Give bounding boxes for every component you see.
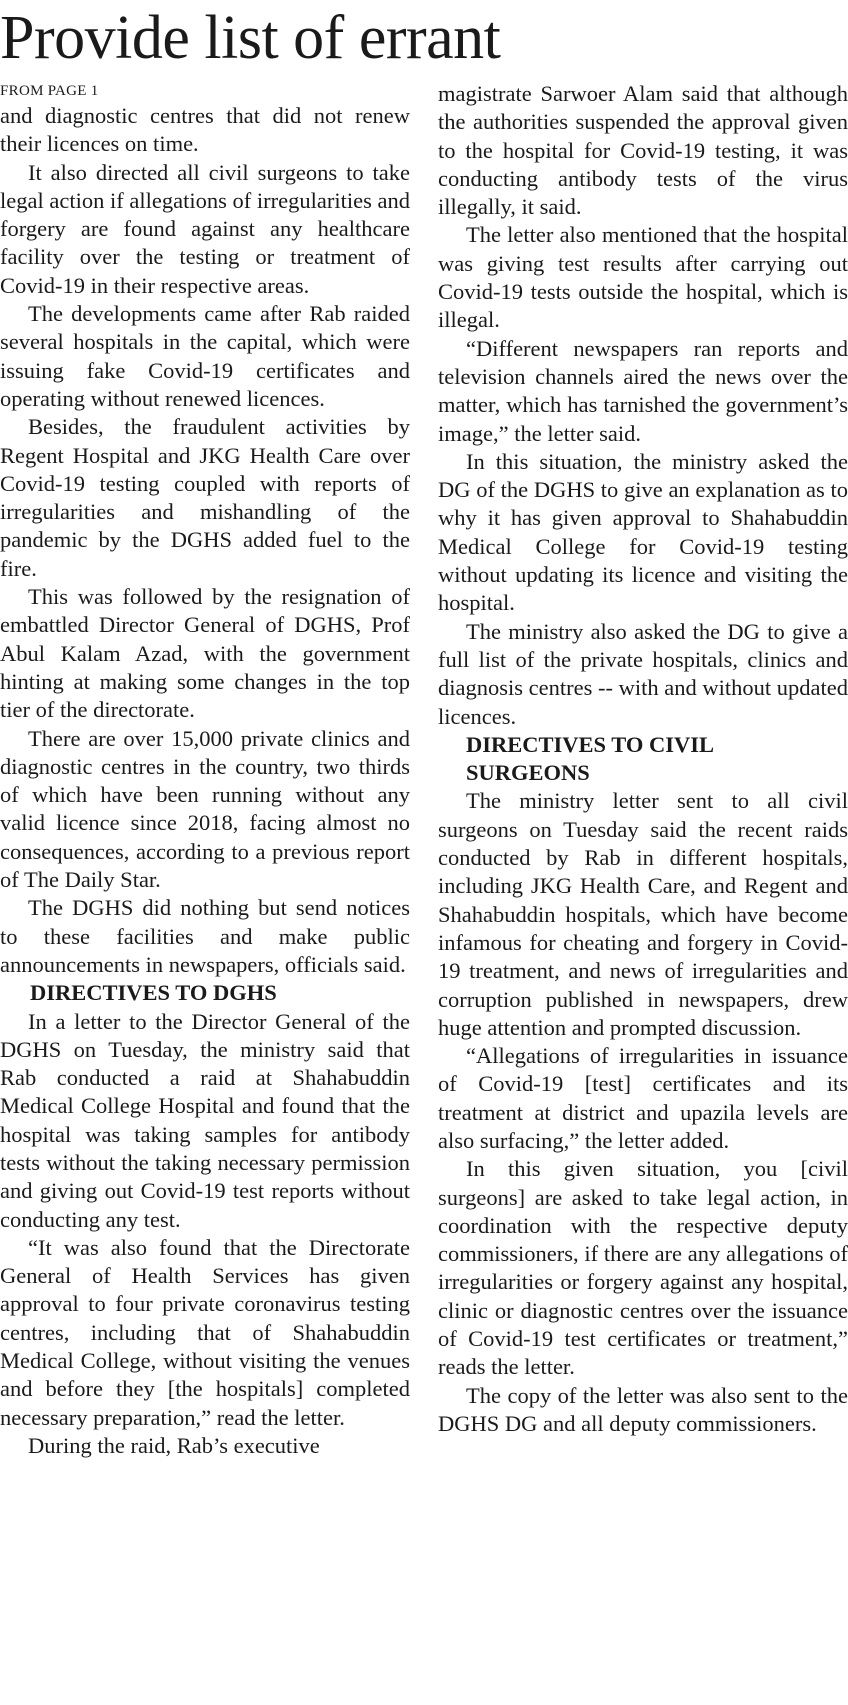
paragraph: The copy of the letter was also sent to the DGHS DG and all deputy commissioners.	[438, 1382, 848, 1436]
headline: Provide list of errant	[0, 4, 501, 72]
paragraph: and diagnostic centres that did not renew their licences on time.	[0, 103, 410, 157]
paragraph: The ministry also asked the DG to give a full list of the private hospitals, clinics and diagnosis centres -- with and without updated licences.	[438, 618, 848, 729]
subhead-directives-to-civil-surgeons: DIRECTIVES TO CIVIL SURGEONS	[466, 731, 713, 786]
paragraph: “Different newspapers ran reports and television channels aired the news over the matter, which has tarnished the government’s image,” the letter said.	[438, 335, 848, 446]
paragraph: In this given situation, you [civil surgeons] are asked to take legal action, in coordination with the respective deputy commissioners, if there are any allegations of irregularities or forgery against any hospital, clinic or diagnostic centres over the issuance of Covid-19 test certificates or treatment,” reads the letter.	[438, 1156, 848, 1380]
paragraph: “It was also found that the Directorate General of Health Services has given approval to four private coronavirus testing centres, including that of Shahabuddin Medical College, without visiting the venues and before they [the hospitals] completed necessary preparation,” read the letter.	[0, 1234, 410, 1430]
right-column	[438, 80, 848, 1438]
subhead-directives-to-dghs: DIRECTIVES TO DGHS	[30, 980, 277, 1006]
paragraph: In a letter to the Director General of the DGHS on Tuesday, the ministry said that Rab conducted a raid at Shahabuddin Medical College Hospital and found that the hospital was taking samples for antibody tests without the taking necessary permission and giving out Covid-19 test reports without conducting any test.	[0, 1008, 410, 1232]
jump-line: FROM PAGE 1	[0, 83, 99, 99]
paragraph: The DGHS did nothing but send notices to these facilities and make public announcements in newspapers, officials said.	[0, 895, 410, 977]
paragraph: There are over 15,000 private clinics and diagnostic centres in the country, two thirds of which have been running without any valid licence since 2018, facing almost no consequences, according to a previous report of The Daily Star.	[0, 725, 410, 893]
paragraph: magistrate Sarwoer Alam said that although the authorities suspended the approval given to the hospital for Covid-19 testing, it was conducting antibody tests of the virus illegally, it said.	[438, 81, 848, 220]
paragraph: The ministry letter sent to all civil surgeons on Tuesday said the recent raids conducted by Rab in different hospitals, including JKG Health Care, and Regent and Shahabuddin hospitals, which have become infamous for cheating and forgery in Covid-19 treatment, and news of irregularities and corruption published in newspapers, drew huge attention and prompted discussion.	[438, 788, 848, 1040]
paragraph: The developments came after Rab raided several hospitals in the capital, which were issuing fake Covid-19 certificates and operating without renewed licences.	[0, 301, 410, 411]
paragraph: The letter also mentioned that the hospital was giving test results after carrying out Covid-19 tests outside the hospital, which is illegal.	[438, 222, 848, 333]
paragraph: In this situation, the ministry asked the DG of the DGHS to give an explanation as to why it has given approval to Shahabuddin Medical College for Covid-19 testing without updating its licence and visiting the hospital.	[438, 448, 848, 616]
paragraph: It also directed all civil surgeons to take legal action if allegations of irregularities and forgery are found against any healthcare facility over the testing or treatment of Covid-19 in their respective areas.	[0, 159, 410, 298]
left-column	[0, 80, 410, 1460]
paragraph: “Allegations of irregularities in issuance of Covid-19 [test] certificates and its treatment at district and upazila levels are also surfacing,” the letter added.	[438, 1043, 848, 1153]
paragraph: This was followed by the resignation of embattled Director General of DGHS, Prof Abul Kalam Azad, with the government hinting at making some changes in the top tier of the directorate.	[0, 584, 410, 723]
paragraph: Besides, the fraudulent activities by Regent Hospital and JKG Health Care over Covid-19 testing coupled with reports of irregularities and mishandling of the pandemic by the DGHS added fuel to the fire.	[0, 414, 410, 581]
paragraph: During the raid, Rab’s executive	[28, 1432, 320, 1458]
